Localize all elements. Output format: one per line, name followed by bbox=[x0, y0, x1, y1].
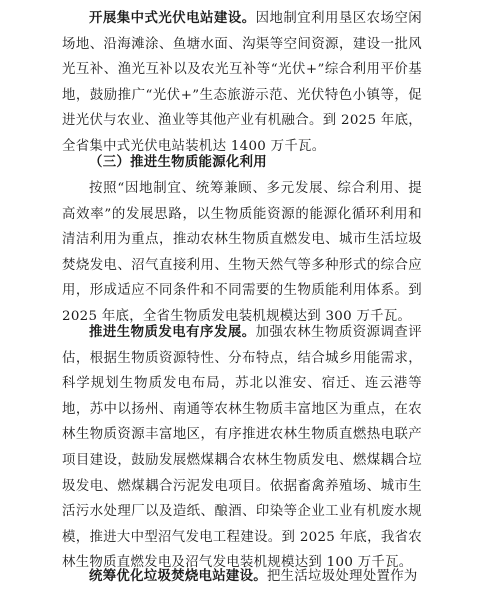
paragraph-biomass-approach bbox=[62, 176, 422, 330]
paragraph-lead: 开展集中式光伏电站建设。 bbox=[89, 10, 256, 26]
paragraph-biomass-power bbox=[62, 320, 422, 576]
paragraph-body: 加强农林生物质资源调查评估，根据生物质资源特性、分布特点，结合城乡用能需求，科学规划生物质发电布局，苏北以淮安、宿迁、连云港等地，苏中以扬州、南通等农林生物质丰富地区为重点，在农林生物质资源丰富地区，有序推进农林生物质直燃热电联产项目建设，鼓励发展燃煤耦合农林生物质发电、燃煤耦合垃圾发电、燃煤耦合污泥发电项目。依据畜禽养殖场、城市生活污水处理厂以及造纸、酿酒、印染等企业工业有机废水规模，推进大中型沼气发电工程建设。到 2025 年底，我省农林生物质直燃发电及沼气发电装机规模达到 100 万千瓦。 bbox=[62, 325, 422, 571]
paragraph-centralized-pv bbox=[62, 6, 422, 160]
paragraph-body: 把生活垃圾处理处置作为 bbox=[266, 569, 418, 584]
paragraph-waste-incineration bbox=[62, 564, 422, 590]
section-heading: （三）推进生物质能源化利用 bbox=[89, 154, 267, 170]
paragraph-lead: 统筹优化垃圾焚烧电站建设。 bbox=[89, 568, 267, 584]
paragraph-lead: 推进生物质发电有序发展。 bbox=[89, 324, 256, 340]
paragraph-body: 因地制宜利用垦区农场空闲场地、沿海滩涂、鱼塘水面、沟渠等空间资源，建设一批风光互补、渔光互补以及农光互补等“光伏+”综合利用平价基地，鼓励推广“光伏+”生态旅游示范、光伏特色小镇等，促进光伏与农业、渔业等其他产业有机融合。到 2025 年底，全省集中式光伏电站装机达 1400 万千瓦。 bbox=[62, 11, 422, 154]
paragraph-body: 按照“因地制宜、统筹兼顾、多元发展、综合利用、提高效率”的发展思路，以生物质能资源的能源化循环利用和清洁利用为重点，推动农林生物质直燃发电、城市生活垃圾焚烧发电、沼气直接利用、生物天然气等多种形式的综合应用，形成适应不同条件和不同需要的生物质能利用体系。到 2025 年底，全省生物质发电装机规模达到 300 万千瓦。 bbox=[62, 181, 422, 324]
